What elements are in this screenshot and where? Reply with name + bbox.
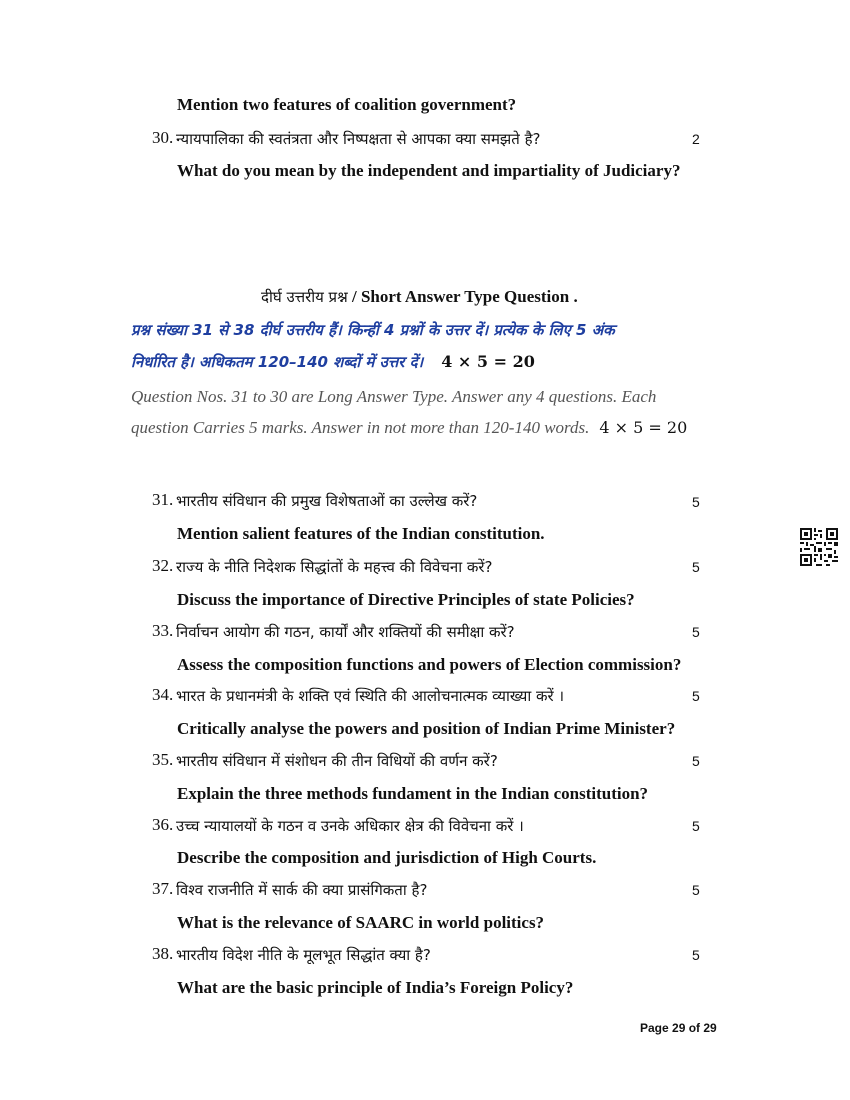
q36-marks: 5	[692, 818, 700, 834]
q32-hindi: राज्य के नीति निदेशक सिद्धांतों के महत्त्व की विवेचना करें?	[176, 558, 493, 576]
q36-number: 36.	[152, 815, 174, 834]
q33-english: Assess the composition functions and powers of Election commission?	[177, 655, 682, 674]
q30-hindi: न्यायपालिका की स्वतंत्रता और निष्पक्षता से आपका क्या समझते है?	[176, 130, 541, 148]
q30-number: 30.	[152, 128, 174, 147]
instruction-english-formula: 4 × 5 = 20	[599, 418, 688, 437]
section-heading	[261, 287, 578, 307]
qr-code-icon	[799, 527, 839, 567]
q38-english: What are the basic principle of India’s Foreign Policy?	[177, 978, 574, 997]
q34-number: 34.	[152, 685, 174, 704]
q35-hindi: भारतीय संविधान में संशोधन की तीन विधियों की वर्णन करें?	[176, 752, 498, 770]
q37-english: What is the relevance of SAARC in world politics?	[177, 913, 545, 932]
section-heading-separator: /	[347, 287, 361, 306]
q35-number: 35.	[152, 750, 174, 769]
q33-number: 33.	[152, 621, 174, 640]
q34-english: Critically analyse the powers and position of Indian Prime Minister?	[177, 719, 676, 738]
q32-marks: 5	[692, 559, 700, 575]
q32-english: Discuss the importance of Directive Principles of state Policies?	[177, 590, 635, 609]
instruction-hindi-line2: निर्धारित है। अधिकतम 120–140 शब्दों में उत्तर दें।	[131, 353, 424, 371]
q38-marks: 5	[692, 947, 700, 963]
q37-marks: 5	[692, 882, 700, 898]
q35-english: Explain the three methods fundament in the Indian constitution?	[177, 784, 649, 803]
q29-english: Mention two features of coalition government?	[177, 95, 517, 114]
page-number: Page 29 of 29	[640, 1021, 717, 1035]
q38-number: 38.	[152, 944, 174, 963]
section-heading-hindi: दीर्घ उत्तरीय प्रश्न	[261, 288, 348, 306]
instruction-english-line2-wrap	[131, 418, 687, 438]
q30-english: What do you mean by the independent and impartiality of Judiciary?	[177, 161, 681, 180]
instruction-english-line2: question Carries 5 marks. Answer in not more than 120-140 words.	[131, 418, 590, 437]
q31-english: Mention salient features of the Indian constitution.	[177, 524, 545, 543]
q36-english: Describe the composition and jurisdiction of High Courts.	[177, 848, 597, 867]
instruction-hindi-formula: 4 × 5 = 20	[441, 352, 535, 371]
q34-marks: 5	[692, 688, 700, 704]
q33-hindi: निर्वाचन आयोग की गठन, कार्यों और शक्तियों की समीक्षा करें?	[176, 623, 515, 641]
instruction-hindi-line2-wrap	[131, 352, 535, 372]
q36-hindi: उच्च न्यायालयों के गठन व उनके अधिकार क्षेत्र की विवेचना करें ।	[176, 817, 524, 835]
q32-number: 32.	[152, 556, 174, 575]
section-heading-english: Short Answer Type Question .	[360, 287, 578, 306]
q31-number: 31.	[152, 490, 174, 509]
q37-number: 37.	[152, 879, 174, 898]
q34-hindi: भारत के प्रधानमंत्री के शक्ति एवं स्थिति की आलोचनात्मक व्याख्या करें ।	[176, 687, 565, 705]
q35-marks: 5	[692, 753, 700, 769]
q30-marks: 2	[692, 131, 700, 147]
q37-hindi: विश्व राजनीति में सार्क की क्या प्रासंगिकता है?	[176, 881, 428, 899]
q38-hindi: भारतीय विदेश नीति के मूलभूत सिद्धांत क्या है?	[176, 946, 431, 964]
q31-hindi: भारतीय संविधान की प्रमुख विशेषताओं का उल्लेख करें?	[176, 492, 478, 510]
instruction-english-line1: Question Nos. 31 to 30 are Long Answer Type. Answer any 4 questions. Each	[131, 387, 657, 406]
q33-marks: 5	[692, 624, 700, 640]
q31-marks: 5	[692, 494, 700, 510]
instruction-hindi-line1: प्रश्न संख्या 31 से 38 दीर्घ उत्तरीय हैं। किन्हीं 4 प्रश्नों के उत्तर दें। प्रत्येक के लिए 5 अंक	[131, 321, 615, 339]
